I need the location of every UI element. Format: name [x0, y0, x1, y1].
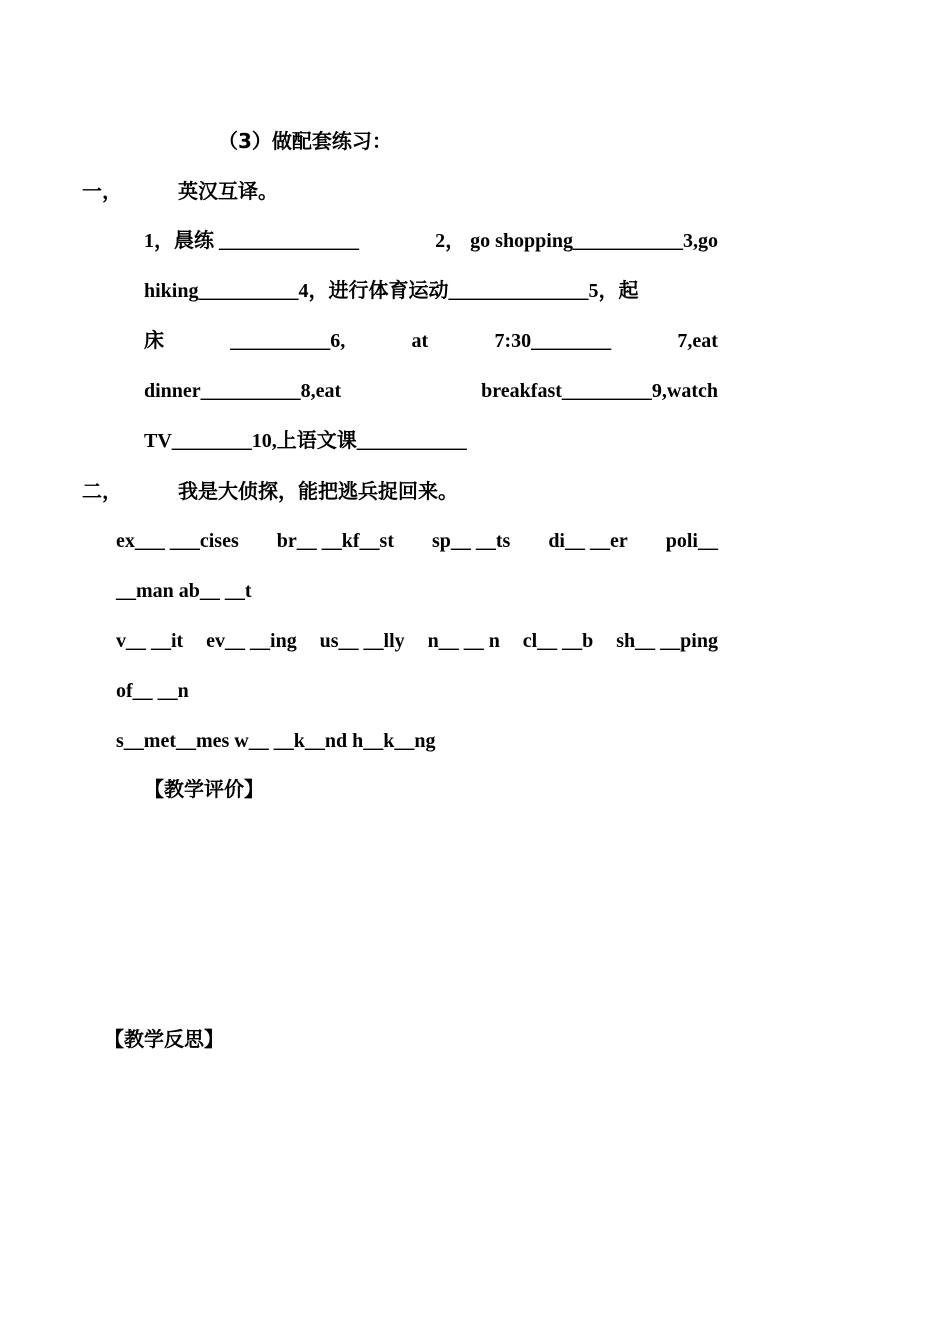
word-usually: us__ __lly	[319, 630, 405, 652]
row3-item4: 7:30________	[494, 330, 612, 352]
reflection-heading: 【教学反思】	[104, 1027, 224, 1051]
row3-item5: 7,eat	[677, 330, 718, 352]
row4-item1: dinner__________8,eat	[144, 380, 342, 402]
row3-item2: __________6,	[230, 330, 346, 352]
section1-number: 一，	[82, 179, 122, 203]
section2-row5: s__met__mes w__ __k__nd h__k__ng	[116, 730, 436, 752]
word-club: cl__ __b	[522, 630, 594, 652]
row3-item1: 床	[144, 330, 164, 352]
section2-row3	[116, 628, 718, 654]
section1-row4	[144, 378, 718, 404]
word-visit: v__ __it	[116, 630, 184, 652]
row1-item2: 2， go shopping___________3,go	[435, 230, 718, 252]
evaluation-heading: 【教学评价】	[144, 777, 264, 801]
word-sports: sp__ __ts	[431, 530, 511, 552]
row3-item3: at	[411, 330, 429, 352]
word-shopping: sh__ __ping	[616, 630, 718, 652]
row4-item2: breakfast_________9,watch	[481, 380, 718, 402]
section1-row2	[144, 278, 718, 304]
word-police: poli__	[665, 530, 718, 552]
word-exercises: ex___ ___cises	[116, 530, 239, 552]
section1-row5: TV________10,上语文课___________	[144, 430, 467, 452]
exercise-title: （3）做配套练习：	[218, 129, 392, 153]
section1-title: 英汉互译。	[178, 179, 278, 203]
section2-row2: __man ab__ __t	[116, 580, 252, 602]
section2-row4: of__ __n	[116, 680, 189, 702]
section1-row3	[144, 328, 718, 354]
section2-number: 二，	[82, 479, 122, 503]
word-evening: ev__ __ing	[206, 630, 297, 652]
row2-item1: hiking__________4，进行体育运动______________5，起	[144, 280, 639, 302]
section1-row1	[144, 228, 718, 254]
row1-item1: 1，晨练 ______________	[144, 230, 359, 252]
word-noon: n__ __ n	[427, 630, 500, 652]
word-breakfast: br__ __kf__st	[276, 530, 394, 552]
section2-title: 我是大侦探，能把逃兵捉回来。	[178, 479, 458, 503]
section2-row1	[116, 528, 718, 554]
word-dinner: di__ __er	[548, 530, 628, 552]
